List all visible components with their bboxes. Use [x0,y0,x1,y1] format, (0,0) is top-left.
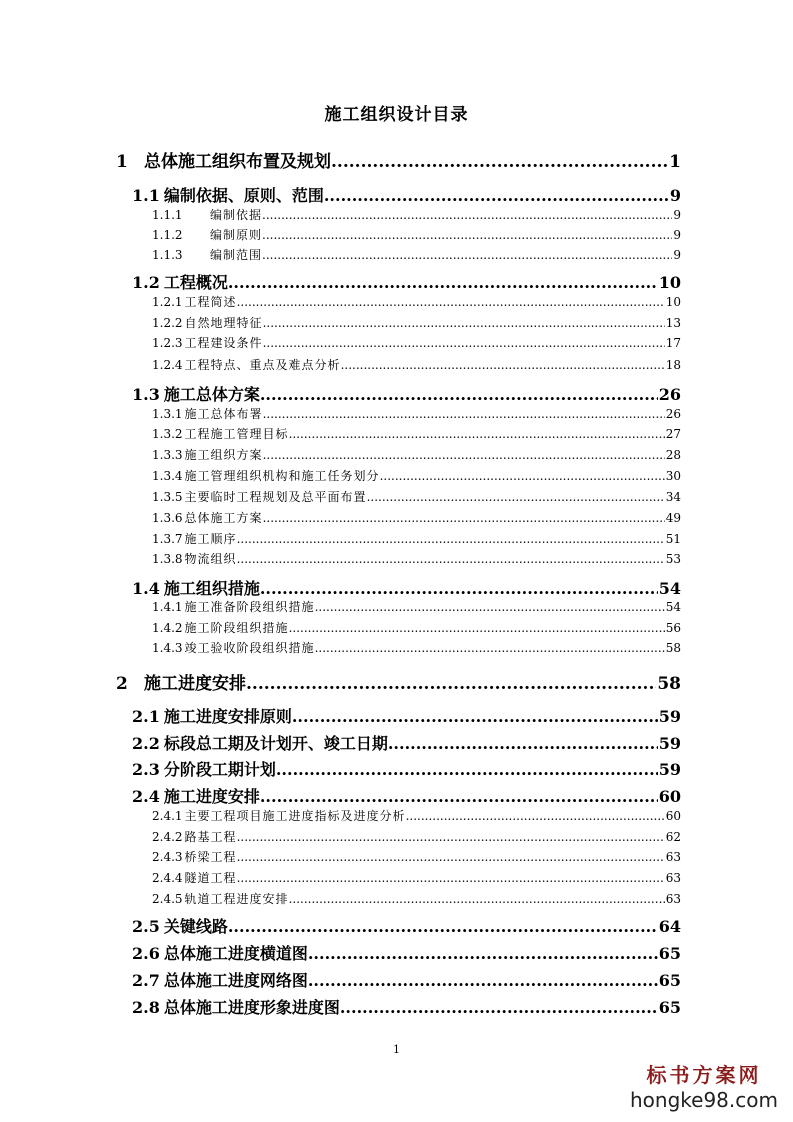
toc-dot-leader [380,469,665,483]
toc-entry-title: 施工总体方案 [163,385,260,404]
toc-dot-leader [237,850,665,864]
toc-entry-page: 9 [673,228,681,242]
toc-dot-leader [263,316,665,330]
toc-entry-page: 49 [665,511,681,525]
toc-dot-leader [262,248,672,262]
toc-entry-page: 10 [665,295,681,309]
toc-entry-title: 总体施工进度网络图 [163,971,308,990]
toc-entry-page: 10 [658,273,681,292]
toc-entry-number: 2 [116,674,128,694]
toc-entry[interactable] [132,757,681,781]
toc-entry-title: 分阶段工期计划 [163,760,276,779]
toc-entry-title: 总体施工组织布置及规划 [144,152,331,172]
toc-entry[interactable] [152,619,681,639]
toc-entry-page: 26 [658,385,681,404]
toc-entry-title: 总体施工进度形象进度图 [163,998,340,1017]
toc-entry-number: 1.3.1 [152,407,183,421]
toc-entry-number: 1.1.1 [152,208,183,222]
toc-entry-number: 2.2 [132,734,160,753]
toc-entry-title: 主要临时工程规划及总平面布置 [184,490,367,504]
toc-entry[interactable] [152,807,681,827]
toc-dot-leader [237,295,665,309]
toc-dot-leader [263,407,665,421]
toc-entry-page: 63 [665,871,681,885]
toc-entry-number: 1 [116,152,128,172]
toc-dot-leader [315,600,665,614]
toc-entry-number: 1.1.2 [152,228,183,242]
toc-entry-number: 1.2.2 [152,316,183,330]
page-number: 1 [393,1043,400,1056]
toc-entry[interactable] [132,576,681,600]
toc-dot-leader [289,621,665,635]
toc-entry-title: 标段总工期及计划开、竣工日期 [163,734,388,753]
toc-dot-leader [324,186,669,205]
toc-entry-number: 1.3.6 [152,511,183,525]
toc-entry-title: 编制依据、原则、范围 [163,186,324,205]
toc-entry[interactable] [152,488,681,508]
toc-entry-number: 1.3.7 [152,532,183,546]
toc-entry[interactable] [132,914,681,938]
toc-entry-page: 9 [673,248,681,262]
toc-dot-leader [331,152,668,172]
toc-entry[interactable] [152,598,681,618]
toc-entry-number: 1.2 [132,273,160,292]
toc-entry-title: 施工进度安排原则 [163,707,292,726]
toc-entry-title: 工程概况 [163,273,228,292]
toc-entry-number: 1.2.4 [152,358,183,372]
toc-dot-leader [263,448,665,462]
toc-entry[interactable] [152,467,681,487]
toc-entry[interactable] [152,848,681,868]
toc-entry-page: 64 [658,917,681,936]
toc-entry[interactable] [132,704,681,728]
toc-entry-title: 工程特点、重点及难点分析 [184,358,341,372]
toc-entry-number: 2.4 [132,787,160,806]
watermark-brand: 标书方案网 [646,1063,762,1087]
toc-entry[interactable] [152,405,681,425]
toc-entry-page: 65 [658,944,681,963]
toc-entry-number: 1.2.3 [152,336,183,350]
toc-dot-leader [406,809,665,823]
toc-entry-title: 施工准备阶段组织措施 [184,600,315,614]
toc-entry-page: 30 [665,469,681,483]
toc-entry-number: 1.4.2 [152,621,183,635]
toc-entry-number: 2.4.1 [152,809,183,823]
toc-dot-leader [260,579,658,598]
toc-entry-number: 1.1.3 [152,248,183,262]
toc-dot-leader [367,490,665,504]
toc-entry-title: 总体施工进度横道图 [163,944,308,963]
toc-entry[interactable] [152,530,681,550]
toc-dot-leader [289,892,665,906]
toc-dot-leader [237,871,665,885]
toc-entry-title: 工程施工管理目标 [184,427,289,441]
toc-entry-page: 59 [658,760,681,779]
toc-entry[interactable] [152,314,681,334]
toc-entry-title: 施工组织措施 [163,579,260,598]
toc-entry-number: 1.3.4 [152,469,183,483]
toc-entry-number: 1.3.8 [152,552,183,566]
toc-entry-number: 2.7 [132,971,160,990]
toc-entry[interactable] [132,731,681,755]
toc-entry-page: 27 [665,427,681,441]
page-title: 施工组织设计目录 [324,105,469,125]
toc-entry-page: 58 [657,674,681,694]
toc-entry-page: 13 [665,316,681,330]
toc-entry-title: 施工进度安排 [163,787,260,806]
toc-dot-leader [260,385,658,404]
toc-entry[interactable] [152,293,681,313]
toc-entry[interactable] [152,446,681,466]
toc-entry-page: 63 [665,892,681,906]
toc-entry[interactable] [132,382,681,406]
toc-dot-leader [292,707,658,726]
toc-entry-number: 1.3.2 [152,427,183,441]
toc-entry-number: 2.6 [132,944,160,963]
toc-dot-leader [276,760,658,779]
toc-entry-number: 1.2.1 [152,295,183,309]
toc-entry-number: 1.4.3 [152,641,183,655]
toc-entry-page: 59 [658,734,681,753]
toc-entry-title: 工程建设条件 [184,336,263,350]
toc-entry-title: 工程简述 [184,295,237,309]
toc-entry-number: 2.4.5 [152,892,183,906]
toc-entry-page: 59 [658,707,681,726]
toc-entry[interactable] [152,890,681,910]
toc-entry[interactable] [132,784,681,808]
toc-entry-page: 65 [658,971,681,990]
toc-entry-page: 34 [665,490,681,504]
toc-entry-title: 施工管理组织机构和施工任务划分 [184,469,380,483]
toc-entry-title: 编制原则 [210,228,263,242]
toc-dot-leader [340,998,658,1017]
toc-dot-leader [237,532,665,546]
toc-dot-leader [315,641,665,655]
toc-entry-number: 2.4.2 [152,830,183,844]
toc-entry[interactable] [152,639,681,659]
toc-entry-title: 轨道工程进度安排 [184,892,289,906]
toc-entry[interactable] [116,669,681,695]
toc-entry-page: 62 [665,830,681,844]
toc-dot-leader [262,228,672,242]
toc-entry-page: 1 [669,152,681,172]
toc-entry-number: 1.3.3 [152,448,183,462]
toc-entry[interactable] [152,828,681,848]
toc-entry-title: 主要工程项目施工进度指标及进度分析 [184,809,406,823]
toc-entry-page: 56 [665,621,681,635]
toc-entry-title: 物流组织 [184,552,237,566]
toc-dot-leader [263,336,665,350]
toc-dot-leader [308,971,658,990]
toc-entry-page: 28 [665,448,681,462]
toc-entry-number: 1.4 [132,579,160,598]
toc-entry[interactable] [152,356,681,376]
toc-entry-title: 关键线路 [163,917,228,936]
toc-dot-leader [237,552,665,566]
toc-entry-page: 17 [665,336,681,350]
toc-dot-leader [308,944,658,963]
toc-entry[interactable] [152,869,681,889]
toc-dot-leader [246,674,656,694]
toc-entry-title: 竣工验收阶段组织措施 [184,641,315,655]
toc-entry-number: 1.3.5 [152,490,183,504]
toc-entry[interactable] [116,147,681,173]
toc-entry-title: 施工进度安排 [144,674,246,694]
toc-entry-page: 58 [665,641,681,655]
toc-dot-leader [228,273,658,292]
toc-dot-leader [341,358,665,372]
toc-entry[interactable] [132,183,681,207]
toc-entry-page: 63 [665,850,681,864]
toc-entry-title: 编制范围 [210,248,263,262]
toc-entry[interactable] [152,334,681,354]
toc-entry-number: 1.3 [132,385,160,404]
toc-entry[interactable] [132,995,681,1019]
toc-entry[interactable] [132,941,681,965]
toc-dot-leader [228,917,658,936]
toc-entry-title: 施工阶段组织措施 [184,621,289,635]
toc-dot-leader [237,830,665,844]
toc-entry-number: 2.8 [132,998,160,1017]
toc-entry-page: 26 [665,407,681,421]
toc-entry-title: 隧道工程 [184,871,237,885]
toc-entry-title: 施工顺序 [184,532,237,546]
watermark-logo [629,1059,779,1112]
toc-entry[interactable] [152,226,681,246]
toc-dot-leader [263,511,665,525]
toc-entry-number: 2.4.4 [152,871,183,885]
toc-entry-title: 桥梁工程 [184,850,237,864]
toc-entry-page: 54 [665,600,681,614]
toc-entry[interactable] [132,270,681,294]
toc-dot-leader [289,427,665,441]
toc-dot-leader [260,787,658,806]
toc-entry-number: 1.1 [132,186,160,205]
toc-entry-page: 60 [658,787,681,806]
toc-dot-leader [262,208,672,222]
toc-entry[interactable] [152,246,681,266]
toc-dot-leader [388,734,658,753]
toc-entry-number: 1.4.1 [152,600,183,614]
toc-entry-number: 2.4.3 [152,850,183,864]
toc-entry-title: 施工组织方案 [184,448,263,462]
toc-entry[interactable] [152,206,681,226]
toc-entry-page: 65 [658,998,681,1017]
toc-entry-number: 2.1 [132,707,160,726]
toc-entry-page: 51 [665,532,681,546]
toc-entry[interactable] [132,968,681,992]
toc-entry-number: 2.5 [132,917,160,936]
toc-entry-title: 编制依据 [210,208,263,222]
toc-entry-page: 18 [665,358,681,372]
toc-entry-title: 路基工程 [184,830,237,844]
toc-entry-title: 总体施工方案 [184,511,263,525]
toc-entry[interactable] [152,509,681,529]
toc-entry-number: 2.3 [132,760,160,779]
toc-entry-page: 9 [669,186,681,205]
toc-entry[interactable] [152,550,681,570]
toc-entry-page: 53 [665,552,681,566]
toc-entry-title: 自然地理特征 [184,316,263,330]
watermark-url: hongke98.com [630,1088,778,1112]
toc-entry-title: 施工总体布署 [184,407,263,421]
toc-entry[interactable] [152,425,681,445]
toc-entry-page: 9 [673,208,681,222]
toc-entry-page: 60 [665,809,681,823]
toc-entry-page: 54 [658,579,681,598]
